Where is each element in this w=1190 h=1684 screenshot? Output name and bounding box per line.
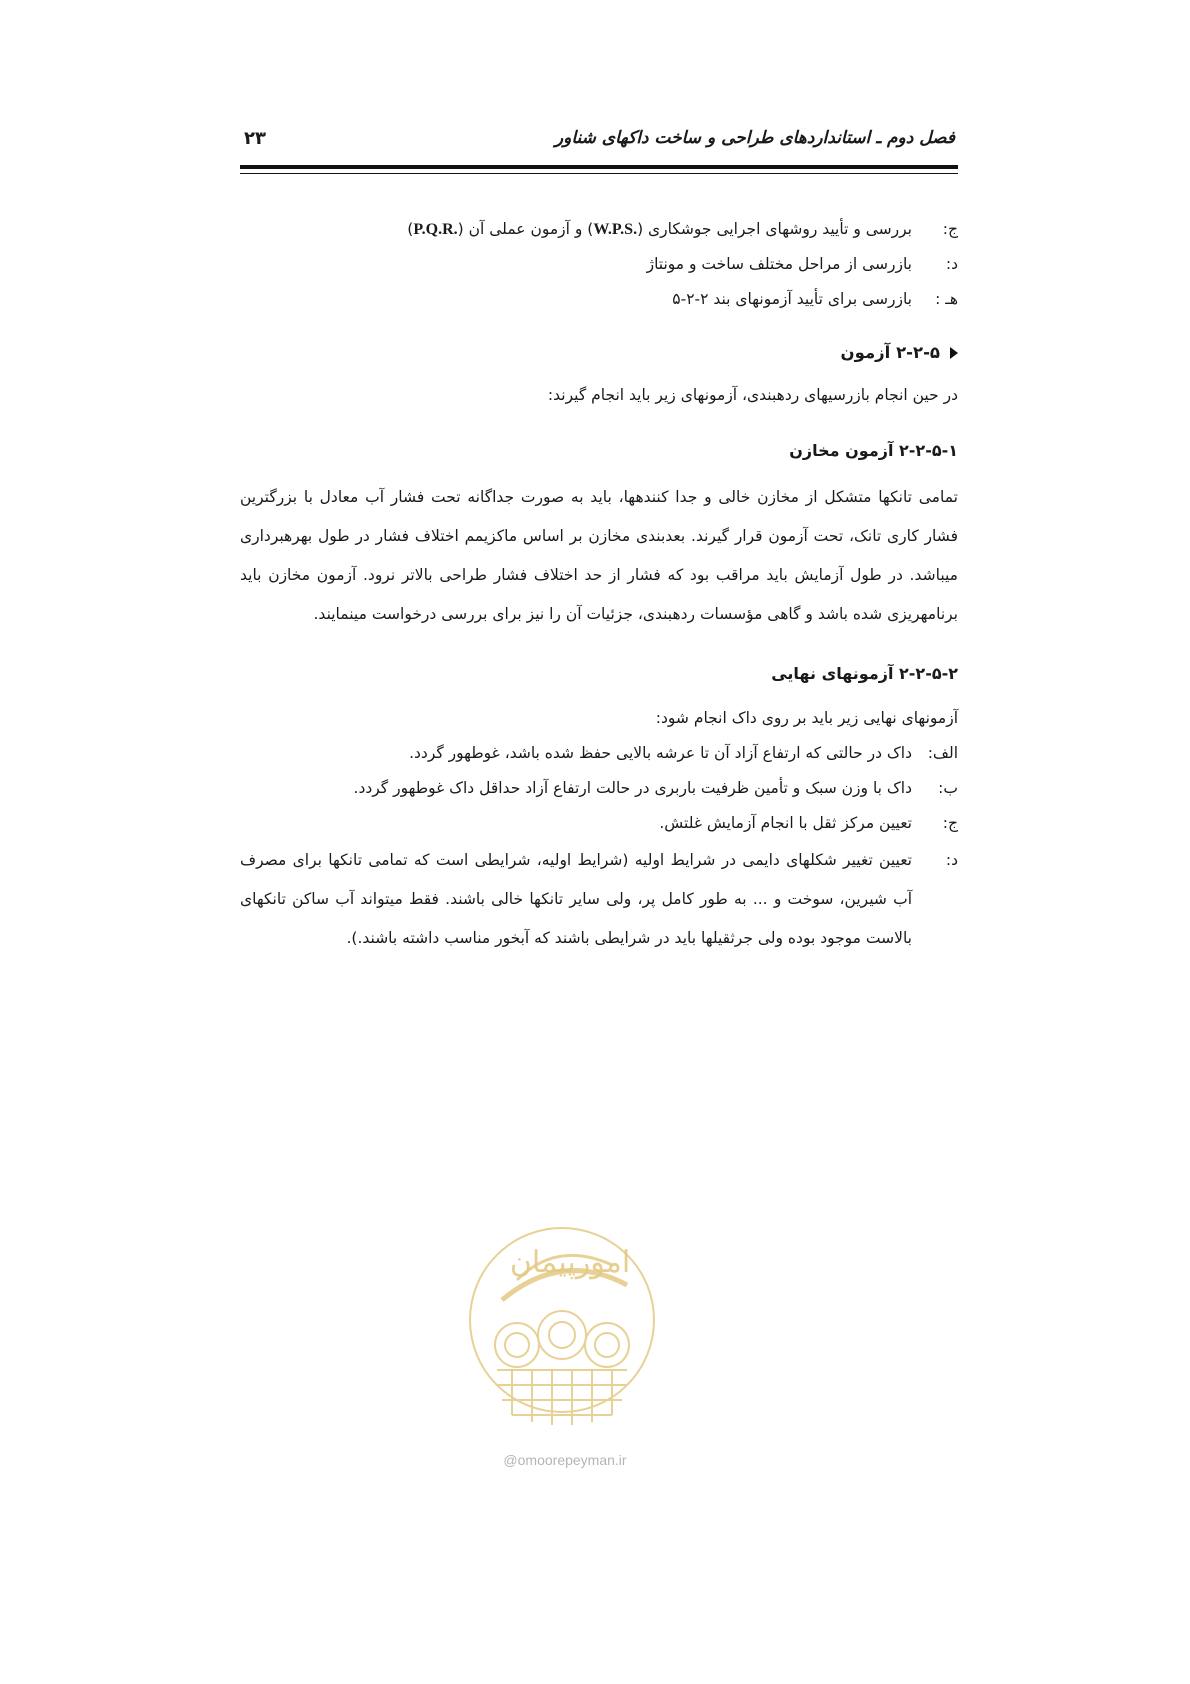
running-header (240, 128, 955, 168)
abbreviation-wps: W.P.S. (593, 221, 638, 238)
header-rule-thin (240, 173, 958, 174)
section-intro: در حین انجام بازرسیهای ردهبندی، آزمونهای زیر باید انجام گیرند: (547, 386, 958, 404)
list-marker: د: (945, 851, 958, 869)
list-text: تعیین تغییر شکلهای دایمی در شرایط اولیه (شرایط اولیه، شرایطی است که تمامی تانکها برای مصرف آب شیرین، سوخت و ... به طور کامل پر، ولی سایر تانکها خالی باشند. فقط میتواند آب ساکن تانکهای بالاست موجود بوده ولی جرثقیلها باید در شرایطی باشند که آبخور مناسب داشته باشند.). (240, 851, 912, 947)
list-text: بازرسی از مراحل مختلف ساخت و مونتاژ (646, 255, 912, 273)
page-number: ۲۳ (244, 128, 266, 149)
list-text: داک با وزن سبک و تأمین ظرفیت باربری در حالت ارتفاع آزاد حداقل داک غوطهور گردد. (353, 779, 912, 797)
list-marker: هـ : (935, 290, 958, 308)
list-text: داک در حالتی که ارتفاع آزاد آن تا عرشه بالایی حفظ شده باشد، غوطهور گردد. (409, 744, 912, 762)
subsection-heading: ۲-۲-۵-۱ آزمون مخازن (789, 441, 958, 460)
list-item (240, 247, 958, 282)
abbreviation-pqr: P.Q.R. (413, 221, 458, 238)
list-item (240, 282, 958, 317)
watermark-logo-text: امورپیمان (509, 1245, 631, 1280)
watermark-url: @omoorepeyman.ir (503, 1452, 627, 1468)
list-item (240, 841, 958, 958)
list-item (240, 212, 958, 247)
header-rule-thick (240, 165, 958, 169)
list-text: ) (407, 220, 414, 238)
list-item (240, 806, 958, 841)
list-text: تعیین مرکز ثقل با انجام آزمایش غلتش. (659, 814, 912, 832)
list-text: بازرسی برای تأیید آزمونهای بند ۲-۲-۵ (672, 290, 912, 308)
paragraph: تمامی تانکها متشکل از مخازن خالی و جدا کنندهها، باید به صورت جداگانه تحت فشار آب معادل با بزرگترین فشار کاری تانک، تحت آزمون قرار گیرند. بعدبندی مخازن بر اساس ماکزیمم اختلاف فشار در طول بهرهبرداری میباشد. در طول آزمایش باید مراقب بود که فشار از حد اختلاف فشار طراحی بالاتر نرود. آزمون مخازن باید برنامهریزی شده باشد و گاهی مؤسسات ردهبندی، جزئیات آن را نیز برای بررسی درخواست مینمایند. (240, 488, 958, 623)
subsection-intro: آزمونهای نهایی زیر باید بر روی داک انجام شود: (655, 709, 958, 727)
list-item (240, 771, 958, 806)
list-text: ) و آزمون عملی آن ( (457, 220, 594, 238)
list-marker: الف: (927, 744, 958, 762)
subsection-heading: ۲-۲-۵-۲ آزمونهای نهایی (771, 664, 958, 683)
list-marker: ج: (942, 814, 958, 832)
watermark-logo (462, 1210, 662, 1450)
section-heading-text: ۲-۲-۵ آزمون (840, 343, 940, 362)
triangle-bullet-icon (950, 347, 958, 359)
list-marker: ج: (942, 220, 958, 238)
page-content (240, 212, 958, 958)
chapter-title: فصل دوم ـ استانداردهای طراحی و ساخت داکهای شناور (554, 128, 955, 148)
list-marker: ب: (938, 779, 958, 797)
list-text: بررسی و تأیید روشهای اجرایی جوشکاری ( (637, 220, 912, 238)
list-item (240, 736, 958, 771)
list-marker: د: (945, 255, 958, 273)
section-heading (240, 335, 958, 370)
